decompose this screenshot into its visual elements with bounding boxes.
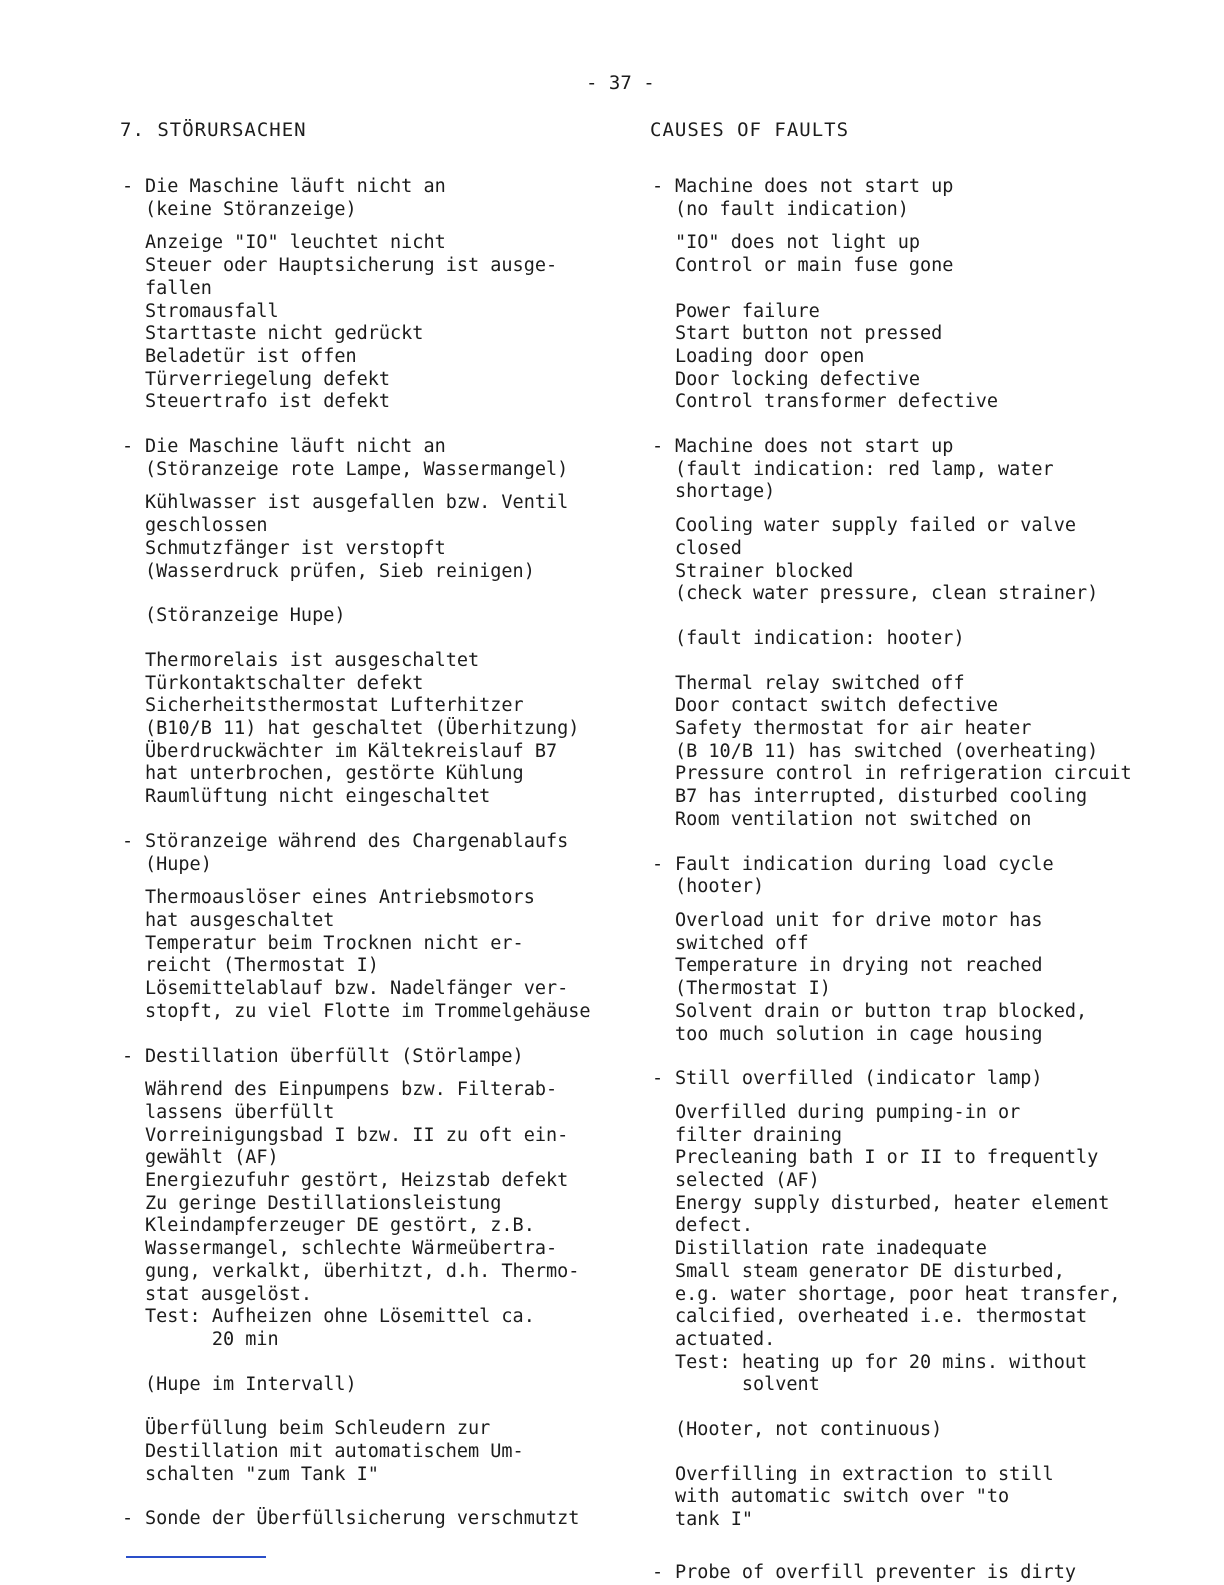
- bullet-dash: -: [652, 1068, 664, 1090]
- title-line: Machine does not start up: [675, 436, 954, 458]
- cause-group: [120, 1079, 610, 1351]
- cause-line: gewählt (AF): [145, 1147, 279, 1169]
- cause-group: [650, 1464, 1150, 1532]
- fault-section-title: [120, 1508, 610, 1531]
- cause-line: solvent: [675, 1374, 820, 1396]
- cause-line: Test: Aufheizen ohne Lösemittel ca.: [145, 1306, 535, 1328]
- cause-line: schalten "zum Tank I": [145, 1463, 379, 1485]
- cause-line: Türkontaktschalter defekt: [145, 672, 424, 694]
- cause-line: Control or main fuse gone: [675, 255, 954, 277]
- cause-group: [120, 492, 610, 583]
- cause-group: [120, 1418, 610, 1486]
- cause-line: Room ventilation not switched on: [675, 808, 1032, 830]
- cause-line: hat ausgeschaltet: [145, 909, 335, 931]
- fault-section-title: [120, 436, 610, 481]
- cause-line: selected (AF): [675, 1170, 820, 1192]
- bullet-dash: -: [122, 1508, 134, 1530]
- cause-line: (Hupe im Intervall): [145, 1373, 357, 1395]
- fault-section-title: [650, 176, 1150, 221]
- cause-line: Zu geringe Destillationsleistung: [145, 1192, 502, 1214]
- cause-group: [650, 1419, 1150, 1442]
- cause-line: Während des Einpumpens bzw. Filterab-: [145, 1079, 558, 1101]
- cause-line: Wassermangel, schlechte Wärmeübertra-: [145, 1238, 558, 1260]
- bullet-dash: -: [652, 436, 664, 458]
- cause-line: actuated.: [675, 1328, 776, 1350]
- cause-line: Thermorelais ist ausgeschaltet: [145, 649, 480, 671]
- cause-line: Control transformer defective: [675, 391, 999, 413]
- cause-line: (Thermostat I): [675, 978, 831, 1000]
- title-line: Still overfilled (indicator lamp): [675, 1068, 1043, 1090]
- title-line: Destillation überfüllt (Störlampe): [145, 1045, 524, 1067]
- german-column: [120, 118, 610, 1531]
- bullet-dash: -: [122, 1045, 134, 1067]
- cause-line: B7 has interrupted, disturbed cooling: [675, 786, 1088, 808]
- cause-line: hat unterbrochen, gestörte Kühlung: [145, 763, 524, 785]
- cause-line: Overfilled during pumping-in or: [675, 1101, 1021, 1123]
- title-line: (keine Störanzeige): [145, 198, 357, 220]
- bullet-dash: -: [652, 853, 664, 875]
- cause-line: (Wasserdruck prüfen, Sieb reinigen): [145, 560, 535, 582]
- cause-group: [650, 515, 1150, 606]
- cause-group: [650, 628, 1150, 651]
- english-column: [650, 118, 1150, 1585]
- cause-line: calcified, overheated i.e. thermostat: [675, 1306, 1088, 1328]
- title-line: (fault indication: red lamp, water shortage): [675, 458, 1065, 503]
- cause-group: [650, 1102, 1150, 1397]
- cause-line: Überfüllung beim Schleudern zur: [145, 1418, 491, 1440]
- cause-line: Anzeige "IO" leuchtet nicht: [145, 232, 446, 254]
- cause-line: fallen: [145, 277, 212, 299]
- cause-line: filter draining: [675, 1124, 843, 1146]
- cause-line: stat ausgelöst.: [145, 1283, 313, 1305]
- fault-section: [120, 1508, 610, 1531]
- fault-section-title: [650, 1068, 1150, 1091]
- cause-group: [120, 232, 610, 414]
- cause-line: Überdruckwächter im Kältekreislauf B7: [145, 740, 558, 762]
- cause-line: (Störanzeige Hupe): [145, 605, 346, 627]
- cause-line: Loading door open: [675, 345, 865, 367]
- cause-line: Steuer oder Hauptsicherung ist ausge-: [145, 255, 558, 277]
- fault-section: [650, 854, 1150, 1047]
- cause-line: stopft, zu viel Flotte im Trommelgehäuse: [145, 1000, 591, 1022]
- cause-group: [650, 232, 1150, 414]
- fault-section-title: [650, 436, 1150, 504]
- german-heading: 7. STÖRURSACHEN: [120, 119, 307, 141]
- cause-line: Overload unit for drive motor has: [675, 909, 1043, 931]
- cause-line: e.g. water shortage, poor heat transfer,: [675, 1283, 1121, 1305]
- blue-underline-mark: [126, 1556, 266, 1558]
- cause-line: (fault indication: hooter): [675, 627, 965, 649]
- bullet-dash: -: [652, 1561, 664, 1583]
- cause-line: Door locking defective: [675, 368, 921, 390]
- cause-line: Energiezufuhr gestört, Heizstab defekt: [145, 1170, 569, 1192]
- cause-line: lassens überfüllt: [145, 1101, 335, 1123]
- fault-section-title: [120, 1046, 610, 1069]
- cause-line: Temperature in drying not reached: [675, 955, 1043, 977]
- title-line: (no fault indication): [675, 198, 909, 220]
- bullet-dash: -: [652, 176, 664, 197]
- bullet-dash: -: [122, 176, 134, 197]
- cause-line: 20 min: [145, 1328, 279, 1350]
- page-number: - 37 -: [586, 72, 655, 94]
- cause-line: Door contact switch defective: [675, 695, 999, 717]
- cause-line: Raumlüftung nicht eingeschaltet: [145, 786, 491, 808]
- cause-line: Solvent drain or button trap blocked,: [675, 1000, 1088, 1022]
- fault-section: [650, 1562, 1150, 1585]
- cause-line: Overfilling in extraction to still: [675, 1463, 1054, 1485]
- cause-group: [650, 910, 1150, 1046]
- cause-line: reicht (Thermostat I): [145, 955, 379, 977]
- fault-section-title: [120, 831, 610, 876]
- fault-section: [120, 831, 610, 1024]
- cause-line: Schmutzfänger ist verstopft: [145, 537, 446, 559]
- cause-line: Starttaste nicht gedrückt: [145, 323, 424, 345]
- cause-line: (B 10/B 11) has switched (overheating): [675, 740, 1099, 762]
- cause-line: Pressure control in refrigeration circuit: [675, 763, 1132, 785]
- cause-line: Small steam generator DE disturbed,: [675, 1260, 1065, 1282]
- cause-line: Power failure: [675, 300, 820, 322]
- fault-section: [120, 176, 610, 414]
- cause-line: [675, 278, 1150, 301]
- cause-group: [120, 887, 610, 1023]
- cause-line: Lösemittelablauf bzw. Nadelfänger ver-: [145, 978, 569, 1000]
- cause-line: too much solution in cage housing: [675, 1023, 1043, 1045]
- cause-line: Stromausfall: [145, 300, 279, 322]
- fault-section: [650, 176, 1150, 414]
- cause-line: Türverriegelung defekt: [145, 368, 391, 390]
- cause-line: Safety thermostat for air heater: [675, 718, 1032, 740]
- cause-line: Kleindampferzeuger DE gestört, z.B.: [145, 1215, 535, 1237]
- fault-section-title: [120, 176, 610, 221]
- cause-line: Steuertrafo ist defekt: [145, 391, 391, 413]
- cause-line: Strainer blocked: [675, 560, 854, 582]
- title-line: Störanzeige während des Chargenablaufs: [145, 830, 569, 852]
- bullet-dash: -: [122, 436, 134, 458]
- cause-line: geschlossen: [145, 515, 268, 537]
- title-line: Fault indication during load cycle: [675, 853, 1054, 875]
- title-line: (hooter): [675, 876, 765, 898]
- fault-section: [650, 436, 1150, 832]
- english-sections: [650, 176, 1150, 1585]
- cause-line: Start button not pressed: [675, 323, 943, 345]
- cause-group: [650, 673, 1150, 832]
- cause-group: [120, 650, 610, 809]
- cause-line: switched off: [675, 932, 809, 954]
- cause-line: Kühlwasser ist ausgefallen bzw. Ventil: [145, 492, 569, 514]
- cause-group: [120, 605, 610, 628]
- cause-line: Cooling water supply failed or valve: [675, 515, 1076, 537]
- cause-line: Beladetür ist offen: [145, 345, 357, 367]
- bullet-dash: -: [122, 830, 134, 852]
- cause-line: tank I": [675, 1509, 753, 1531]
- fault-section-title: [650, 1562, 1150, 1585]
- fault-section: [120, 1046, 610, 1487]
- cause-line: Sicherheitsthermostat Lufterhitzer: [145, 695, 524, 717]
- title-line: Machine does not start up: [675, 176, 954, 197]
- title-line: (Hupe): [145, 853, 212, 875]
- cause-line: Precleaning bath I or II to frequently: [675, 1147, 1099, 1169]
- cause-line: Temperatur beim Trocknen nicht er-: [145, 932, 524, 954]
- cause-line: Vorreinigungsbad I bzw. II zu oft ein-: [145, 1124, 569, 1146]
- title-line: Die Maschine läuft nicht an: [145, 436, 446, 458]
- cause-line: with automatic switch over "to: [675, 1486, 1010, 1508]
- cause-group: [120, 1374, 610, 1397]
- title-line: Sonde der Überfüllsicherung verschmutzt: [145, 1508, 580, 1530]
- fault-section-title: [650, 854, 1150, 899]
- cause-line: Distillation rate inadequate: [675, 1238, 987, 1260]
- cause-line: (Hooter, not continuous): [675, 1419, 943, 1441]
- cause-line: (check water pressure, clean strainer): [675, 583, 1099, 605]
- title-line: Probe of overfill preventer is dirty: [675, 1561, 1076, 1583]
- cause-line: Test: heating up for 20 mins. without: [675, 1351, 1088, 1373]
- fault-section: [120, 436, 610, 809]
- cause-line: Energy supply disturbed, heater element defect.: [675, 1192, 1121, 1237]
- title-line: (Störanzeige rote Lampe, Wassermangel): [145, 458, 569, 480]
- cause-line: (B10/B 11) hat geschaltet (Überhitzung): [145, 718, 580, 740]
- cause-line: Destillation mit automatischem Um-: [145, 1441, 524, 1463]
- cause-line: gung, verkalkt, überhitzt, d.h. Thermo-: [145, 1260, 580, 1282]
- cause-line: Thermal relay switched off: [675, 672, 965, 694]
- title-line: Die Maschine läuft nicht an: [145, 176, 446, 197]
- english-heading: CAUSES OF FAULTS: [650, 119, 850, 141]
- cause-line: Thermoauslöser eines Antriebsmotors: [145, 887, 535, 909]
- german-sections: [120, 176, 610, 1531]
- cause-line: "IO" does not light up: [675, 232, 921, 254]
- fault-section: [650, 1068, 1150, 1532]
- cause-line: closed: [675, 537, 742, 559]
